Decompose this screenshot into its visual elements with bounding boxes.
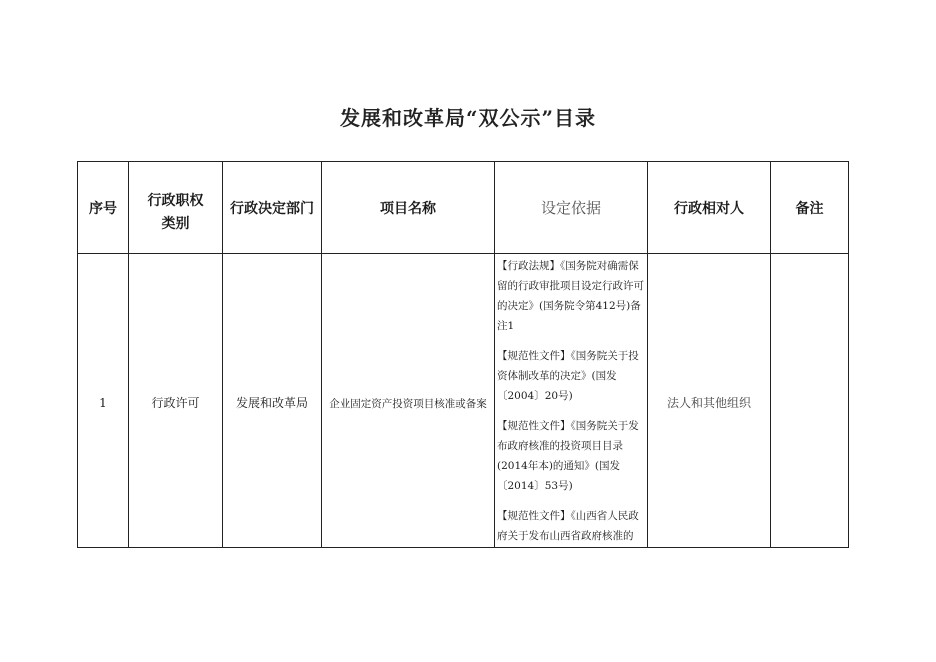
basis-item: 【规范性文件】《山西省人民政府关于发布山西省政府核准的 xyxy=(497,510,639,542)
counterpart-value: 法人和其他组织 xyxy=(666,396,751,410)
cell-basis xyxy=(495,254,648,548)
header-remarks: 备注 xyxy=(771,162,849,254)
header-seq: 序号 xyxy=(78,162,129,254)
basis-item: 【规范性文件】《国务院关于发布政府核准的投资项目目录(2014年本)的通知》(国发〔2014〕53号) xyxy=(497,420,639,492)
seq-value: 1 xyxy=(99,395,107,410)
basis-item: 【行政法规】《国务院对确需保留的行政审批项目设定行政许可的决定》(国务院令第412号)备注1 xyxy=(497,260,644,332)
header-row xyxy=(78,162,849,254)
department-value: 发展和改革局 xyxy=(235,396,308,410)
header-basis: 设定依据 xyxy=(495,162,648,254)
page-title: 发展和改革局“双公示”目录 xyxy=(339,106,596,130)
cell-department xyxy=(223,254,322,548)
basis-item: 【规范性文件】《国务院关于投资体制改革的决定》(国发〔2004〕20号) xyxy=(497,350,639,402)
header-item-name: 项目名称 xyxy=(322,162,495,254)
catalog-table xyxy=(77,161,849,548)
cell-seq xyxy=(78,254,129,548)
cell-category xyxy=(129,254,223,548)
header-category-line1: 行政职权 xyxy=(147,193,204,209)
cell-remarks xyxy=(771,254,849,548)
table-row xyxy=(78,254,849,548)
header-category-line2: 类别 xyxy=(161,216,190,232)
header-department: 行政决定部门 xyxy=(223,162,322,254)
header-counterpart: 行政相对人 xyxy=(648,162,771,254)
cell-item-name xyxy=(322,254,495,548)
remarks-value xyxy=(771,399,848,403)
category-value: 行政许可 xyxy=(151,396,200,410)
cell-counterpart xyxy=(648,254,771,548)
header-category xyxy=(129,162,223,254)
item-name-value: 企业固定资产投资项目核准或备案 xyxy=(329,397,487,410)
